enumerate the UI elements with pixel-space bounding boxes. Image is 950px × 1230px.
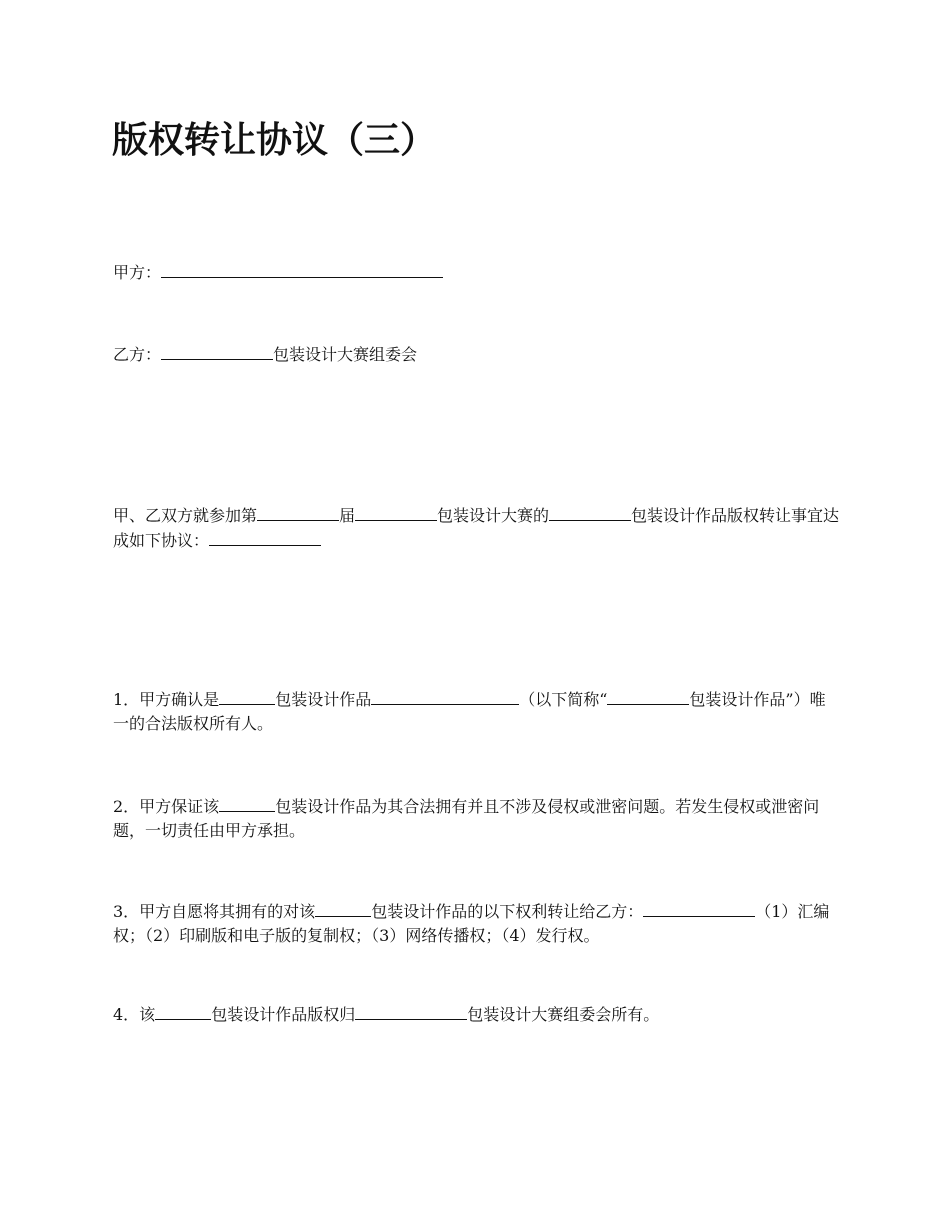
session-blank[interactable]	[257, 503, 339, 521]
party-a-line	[113, 260, 841, 285]
clause-4-text-2: 包装设计作品版权归	[211, 1005, 356, 1024]
party-a-blank[interactable]	[161, 260, 443, 278]
clause-1-blank-3[interactable]	[607, 687, 689, 705]
clause-4-blank-1[interactable]	[155, 1002, 211, 1020]
clause-1-text-3: （以下简称“	[519, 690, 608, 709]
party-a-label: 甲方：	[113, 263, 162, 282]
clause-3-blank-2[interactable]	[643, 899, 755, 917]
work-blank[interactable]	[549, 503, 631, 521]
intro-paragraph	[113, 503, 841, 553]
party-b-blank[interactable]	[161, 342, 273, 360]
clause-1	[113, 687, 841, 736]
clause-2-blank[interactable]	[219, 794, 275, 812]
intro-text-4: 包装设计作品版权转让事宜达成如下协议：	[113, 506, 840, 550]
party-b-line	[113, 342, 841, 367]
clause-2	[113, 794, 841, 843]
intro-text-2: 届	[339, 506, 356, 525]
clause-4-blank-2[interactable]	[355, 1002, 467, 1020]
clause-3	[113, 899, 841, 948]
intro-text-3: 包装设计大赛的	[437, 506, 550, 525]
clause-1-blank-1[interactable]	[219, 687, 275, 705]
intro-end-blank[interactable]	[209, 528, 321, 546]
clause-2-text-2: 包装设计作品为其合法拥有并且不涉及侵权或泄密问题。若发生侵权或泄密问题，一切责任由甲方承担。	[113, 797, 820, 840]
clause-1-text-2: 包装设计作品	[275, 690, 372, 709]
clause-4	[113, 1002, 841, 1027]
clause-4-text-3: 包装设计大赛组委会所有。	[467, 1005, 660, 1024]
clause-1-text-4: 包装设计作品”）唯一的合法版权所有人。	[113, 690, 826, 733]
clause-1-text-1: 1．甲方确认是	[113, 690, 220, 709]
clause-3-text-2: 包装设计作品的以下权利转让给乙方：	[371, 902, 644, 921]
party-b-suffix: 包装设计大赛组委会	[273, 345, 418, 364]
party-b-label: 乙方：	[113, 345, 162, 364]
clause-2-text-1: 2．甲方保证该	[113, 797, 220, 816]
clause-3-text-1: 3．甲方自愿将其拥有的对该	[113, 902, 316, 921]
clause-3-text-3: （1）汇编权；（2）印刷版和电子版的复制权；（3）网络传播权；（4）发行权。	[113, 902, 830, 945]
clause-1-blank-2[interactable]	[371, 687, 519, 705]
clause-3-blank-1[interactable]	[315, 899, 371, 917]
clause-4-text-1: 4．该	[113, 1005, 156, 1024]
document-title: 版权转让协议（三）	[112, 120, 437, 161]
contest-blank[interactable]	[355, 503, 437, 521]
intro-text-1: 甲、乙双方就参加第	[113, 506, 258, 525]
